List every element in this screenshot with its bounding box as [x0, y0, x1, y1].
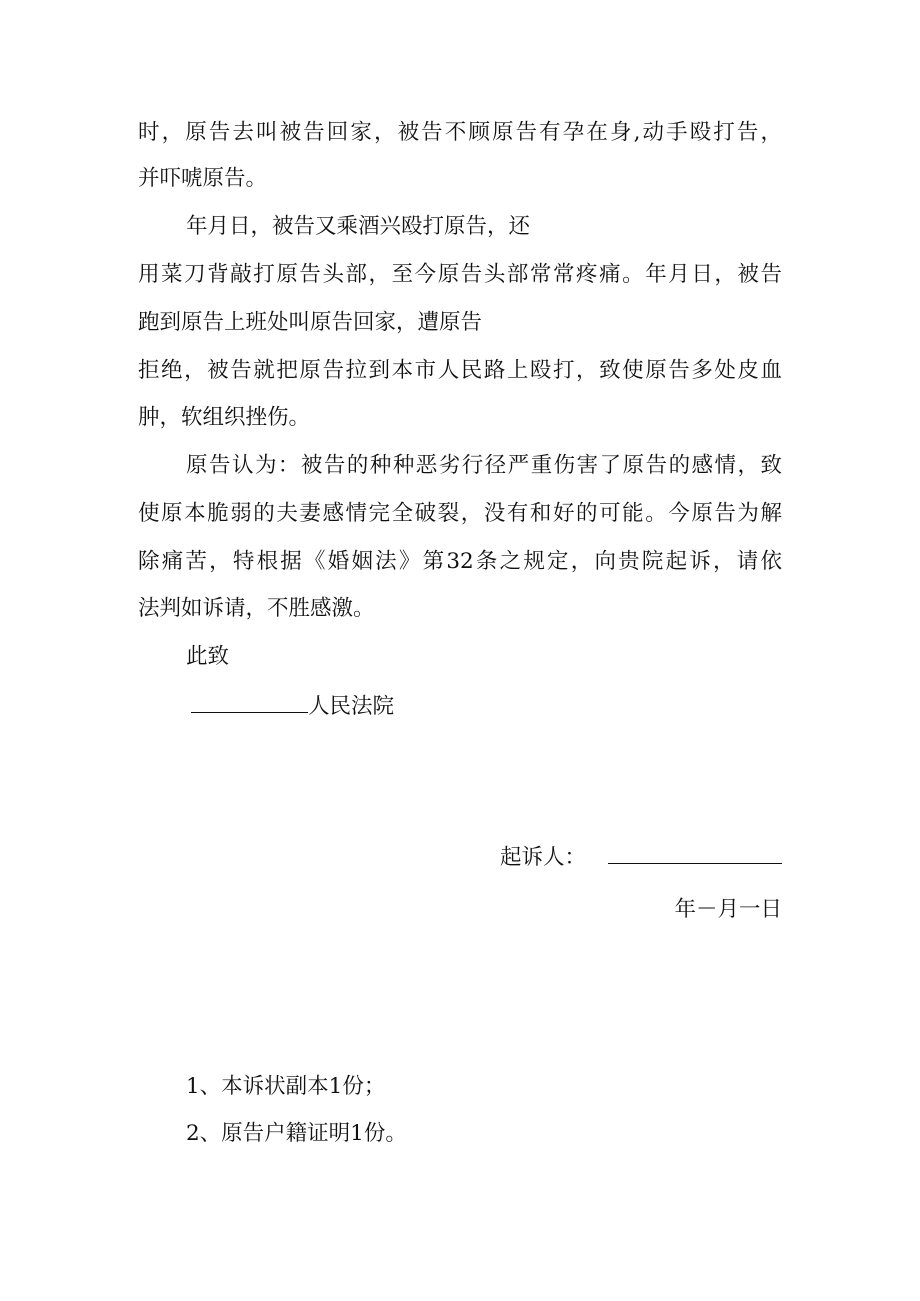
paragraph-line: 原告认为：被告的种种恶劣行径严重伤害了原告的感情，致 [186, 453, 782, 478]
paragraph-line: 并吓唬原告。 [138, 166, 268, 191]
court-suffix: 人民法院 [308, 694, 395, 719]
plaintiff-signature-line [500, 845, 782, 869]
plaintiff-signature-blank [608, 845, 782, 864]
salutation: 此致 [186, 644, 230, 669]
court-line [191, 694, 394, 718]
court-name-blank [191, 694, 308, 713]
paragraph-line: 年月日，被告又乘酒兴殴打原告，还 [186, 214, 531, 239]
paragraph-line: 法判如诉请，不胜感激。 [138, 596, 375, 621]
paragraph-line: 用菜刀背敲打原告头部，至今原告头部常常疼痛。年月日，被告 [138, 262, 782, 287]
paragraph-line: 跑到原告上班处叫原告回家，遭原告 [138, 310, 483, 335]
attachment-item: 2、原告户籍证明1份。 [186, 1121, 407, 1146]
date: 年－月一日 [674, 897, 782, 922]
paragraph-line: 使原本脆弱的夫妻感情完全破裂，没有和好的可能。今原告为解 [138, 501, 782, 526]
paragraph-line: 肿，软组织挫伤。 [138, 405, 311, 430]
paragraph-line: 拒绝，被告就把原告拉到本市人民路上殴打，致使原告多处皮血 [138, 358, 782, 383]
paragraph-line: 除痛苦，特根据《婚姻法》第32条之规定，向贵院起诉，请依 [138, 549, 782, 574]
attachment-item: 1、本诉状副本1份； [186, 1074, 386, 1099]
plaintiff-label: 起诉人： [499, 845, 586, 870]
paragraph-line: 时，原告去叫被告回家，被告不顾原告有孕在身,动手殴打告， [138, 120, 782, 145]
